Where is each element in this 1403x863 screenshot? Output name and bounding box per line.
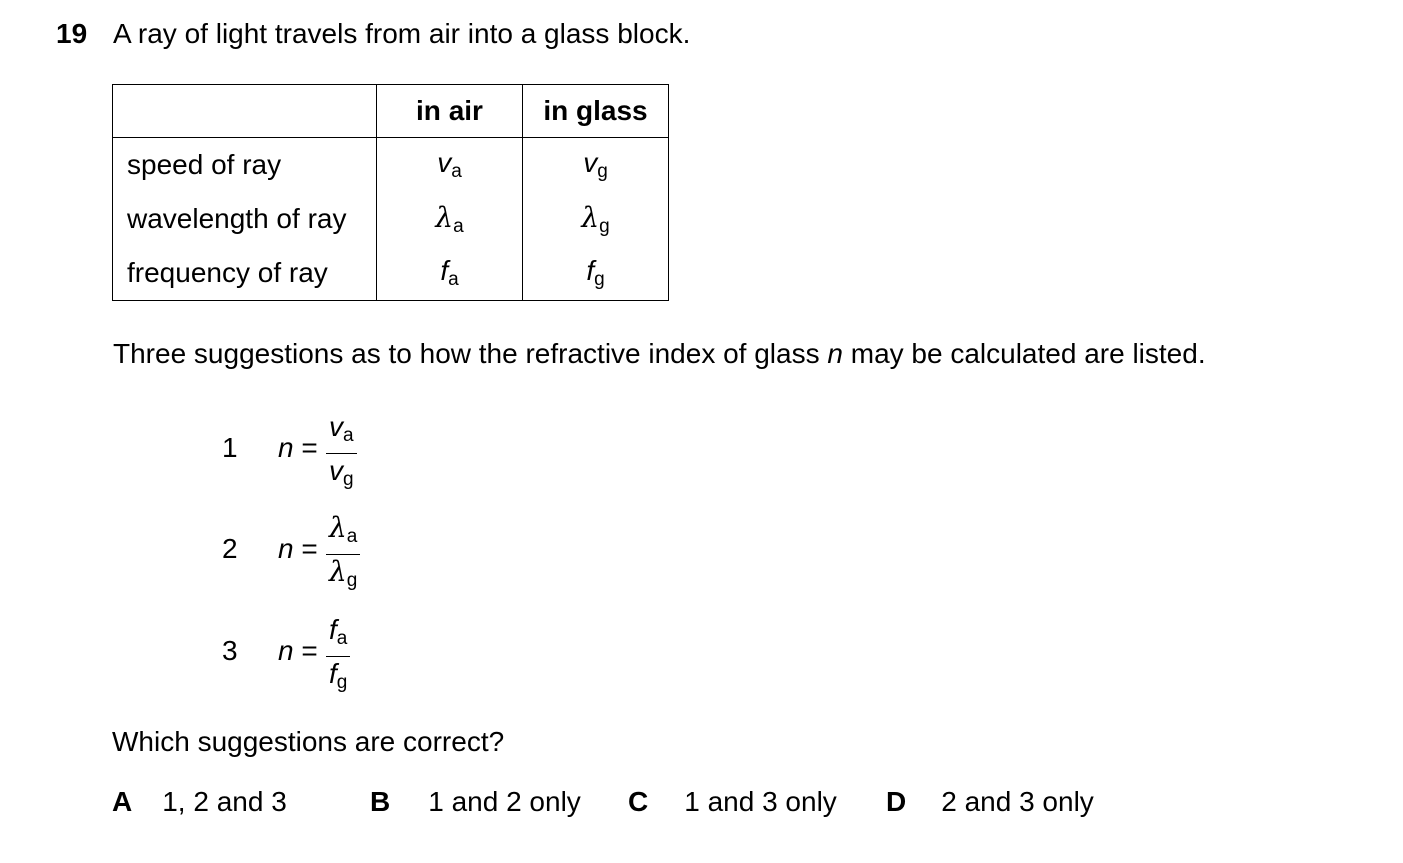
symbol-base: v	[329, 455, 343, 486]
symbol-subscript: g	[336, 672, 348, 693]
symbol-base: λ	[329, 511, 347, 544]
option-text: 1 and 3 only	[684, 786, 837, 817]
symbol-subscript: g	[346, 570, 358, 591]
symbol-base: λ	[581, 200, 600, 234]
option-letter: D	[886, 786, 907, 817]
equals-sign: =	[293, 635, 318, 666]
suggestion-3	[222, 613, 522, 693]
option-letter: A	[112, 786, 133, 817]
suggestion-lhs	[278, 633, 318, 669]
option-a[interactable]	[112, 784, 287, 820]
option-letter: C	[628, 786, 649, 817]
question-prompt: Which suggestions are correct?	[112, 726, 505, 757]
equals-sign: =	[293, 533, 318, 564]
option-d[interactable]	[886, 784, 1094, 820]
equals-sign: =	[293, 432, 318, 463]
symbol-subscript: a	[453, 215, 464, 237]
suggestion-1	[222, 410, 522, 490]
symbol-base: v	[583, 147, 598, 178]
denominator	[326, 657, 350, 700]
suggestion-2	[222, 511, 522, 591]
symbol-base: f	[440, 255, 449, 286]
denominator	[326, 454, 357, 497]
table-header-blank	[113, 85, 377, 138]
symbol-base: f	[586, 255, 595, 286]
properties-table	[112, 84, 669, 301]
symbol-subscript: g	[599, 215, 610, 237]
lhs-variable: n	[278, 635, 294, 666]
option-letter: B	[370, 786, 391, 817]
symbol-base: v	[329, 411, 343, 442]
denominator	[326, 555, 360, 598]
symbol-subscript: a	[336, 628, 348, 649]
suggestion-lhs	[278, 430, 318, 466]
lhs-variable: n	[278, 533, 294, 564]
symbol-subscript: a	[343, 425, 354, 446]
suggestion-number: 1	[222, 432, 238, 463]
option-text: 1 and 2 only	[428, 786, 581, 817]
cell-speed-air	[377, 138, 523, 193]
symbol-subscript: a	[346, 526, 358, 547]
table-header-row	[113, 85, 669, 138]
option-text: 1, 2 and 3	[162, 786, 287, 817]
intro-before: Three suggestions as to how the refractive index of glass	[113, 338, 828, 369]
question-number: 19	[56, 18, 88, 49]
table-header-in-air: in air	[377, 85, 523, 138]
intro-text	[113, 336, 1206, 372]
cell-speed-glass	[523, 138, 669, 193]
row-label-frequency: frequency of ray	[127, 257, 328, 288]
symbol-subscript: g	[343, 469, 354, 490]
symbol-base: f	[329, 658, 337, 689]
numerator	[326, 410, 357, 453]
table-row-speed	[113, 138, 669, 193]
question-stem: A ray of light travels from air into a glass block.	[113, 18, 691, 49]
table-row-frequency	[113, 246, 669, 301]
cell-frequency-air	[377, 246, 523, 301]
symbol-base: v	[437, 147, 452, 178]
numerator	[326, 511, 360, 554]
intro-after: may be calculated are listed.	[842, 338, 1206, 369]
symbol-subscript: g	[597, 161, 608, 182]
row-label-speed: speed of ray	[127, 149, 282, 180]
table-header-in-glass: in glass	[523, 85, 669, 138]
fraction	[326, 410, 357, 497]
row-label-wavelength: wavelength of ray	[127, 203, 347, 234]
cell-wavelength-glass	[523, 192, 669, 246]
numerator	[326, 613, 350, 656]
cell-frequency-glass	[523, 246, 669, 301]
suggestion-number: 2	[222, 533, 238, 564]
option-c[interactable]	[628, 784, 837, 820]
symbol-base: λ	[329, 555, 347, 588]
suggestion-number: 3	[222, 635, 238, 666]
symbol-subscript: a	[451, 161, 462, 182]
fraction	[326, 511, 360, 598]
symbol-subscript: g	[594, 269, 605, 290]
suggestion-lhs	[278, 531, 318, 567]
intro-variable: n	[827, 338, 843, 369]
symbol-base: f	[329, 614, 337, 645]
option-text: 2 and 3 only	[941, 786, 1094, 817]
option-b[interactable]	[370, 784, 581, 820]
lhs-variable: n	[278, 432, 294, 463]
symbol-base: λ	[435, 200, 454, 234]
fraction	[326, 613, 350, 700]
table-row-wavelength	[113, 192, 669, 246]
cell-wavelength-air	[377, 192, 523, 246]
symbol-subscript: a	[448, 269, 459, 290]
